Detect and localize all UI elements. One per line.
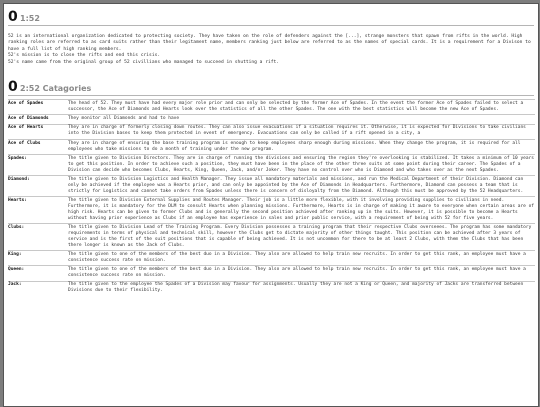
category-description: The head of 52. They must have had every major role prior and can only be selected by the former Ace of Spades. In the event the former Ace of Spades failed to select a successor, the Ace of Diamonds and Hearts look over the statistics of all the other Spades. The one with the best statistics will become the new Ace of Spades. (66, 100, 535, 115)
table-row (8, 124, 535, 139)
table-row (8, 115, 535, 124)
section-2-number: 0 (8, 79, 18, 96)
table-row (8, 176, 535, 197)
category-term: Clubs: (8, 224, 66, 251)
category-description: The title given to one of the members of the best duo in a Division. They also are allowed to help train new recruits. In order to get this rank, an employee must have a consistence success rate on mission. (66, 251, 535, 266)
category-description: The title given to Division Lead of the Training Program. Every Division possesses a training program that their respective Clubs overseees. The program has some mandatory requirements in terms of physical and technical skill, however the Clubs get to dictate majority of other things taught. This position can be achieved after 3 years of service and is the first of the suit positions that is capable of being achieved. It is not uncommon for there to be at least 2 Clubs, with them the Clubs that has been there longer is known as the Jack of Clubs. (66, 224, 535, 251)
category-term: Hearts: (8, 197, 66, 224)
table-row (8, 266, 535, 281)
table-row (8, 154, 535, 175)
category-term: Ace of Spades (8, 100, 66, 115)
table-row (8, 100, 535, 115)
category-description: They are in charge of ensuring the base training program is enough to keep employees sharp enough during missions. When they change the program, it is required for all employees who take missions to do a month of training under the new program. (66, 139, 535, 154)
category-term: King: (8, 251, 66, 266)
category-description: The title given to Division Directors. They are in charge of running the divisions and ensuring the region they're overlooking is stabilized. It takes a minimum of 10 years to get this position. In order to achieve such a position, they must have been in the place of the other three suits at some point during their career. The Spades of a Division can decide who becomes Clubs, Hearts, King, Queen, Jack, and/or Joker. They have no control over who is Diamond and who takes over as the next Spades. (66, 154, 535, 175)
section-2-header (8, 78, 534, 96)
section-1-title: 1:52 (20, 14, 40, 23)
section-2-title: 2:52 Catagories (20, 84, 92, 94)
table-row (8, 224, 535, 251)
intro-paragraph: 52 is an international organization dedicated to protecting society. They have taken on the role of defenders against the [...], strange monsters that spawn from rifts in the world. High ranking roles are referred to as card suits rather than their legitament name, members ranking just below are referred to as the names of special cards. It is a requirement for a Divison to have a full list of high ranking members. (8, 34, 531, 52)
table-row (8, 281, 535, 296)
name-origin-line: 52's name came from the original group of 52 civillians who managed to succeed in shutting a rift. (8, 59, 280, 65)
category-description: The title given to Division External Supplies and Routes Manager. Their job is a little more flexible, with it involving providing supplies to civilians in need. Furthermore, it is mandatory for the DLM to consult Hearts when planning missions. Furthermore, Hearts is in charge of making it aware to everyone when certain areas are of high risk. Hearts can be given to former Clubs and is generally the second position achieved after ranking up in the suits. However, it is possible to become a Hearts without having prior experience as Clubs if an employee has experience in sales and prior public service, with a requirement of being with 52 for five years. (66, 197, 535, 224)
category-description: They are in charge of formerly closing down routes. They can also issue evacuations if a situation requires it. Otherwise, it is expected for Divisions to take civilians into the Division bases to keep them protected in event of emergency. Evacuations can only be called if a rift opened in a city, a (66, 124, 535, 139)
category-description: The title given to the employee the Spades of a Division may favour for assignments. Usually they are not a King or Queen, and majority of Jacks are transferred between Divisions due to their flexibility. (66, 281, 535, 296)
section-1-number: 0 (8, 9, 18, 25)
category-description: The title given to one of the members of the best duo in a Division. They also are allowed to help train new recruits. In order to get this rank, an employee must have a consistence success rate on mission. (66, 266, 535, 281)
category-term: Ace of Clubs (8, 139, 66, 154)
category-term: Queen: (8, 266, 66, 281)
category-term: Jack: (8, 281, 66, 296)
table-row (8, 139, 535, 154)
document-page (3, 3, 539, 407)
section-1-header (8, 8, 534, 26)
section-1-body (8, 34, 534, 66)
table-row (8, 251, 535, 266)
category-term: Ace of Diamonds (8, 115, 66, 124)
category-description: The title given to Division Logistics and Health Manager. They issue all mandatory materials and missions, and run the Medical Department of their Division. Diamond can only be achieved if the employee was a Hearts prior, and can only be appointed by the Ace of Diamonds in Headquarters. Furthermore, Diamond can possess a team that is strictly for Logistics and cannot take orders from Spades unless there is concern of disloyalty from the Diamond. Although this must be approved by the 52 Headquarters. (66, 176, 535, 197)
mission-line: 52's mission is to close the rifts and end this crisis. (8, 53, 161, 59)
category-description: They monitor all Diamonds and had to have (66, 115, 535, 124)
category-term: Diamond: (8, 176, 66, 197)
category-term: Spades: (8, 154, 66, 175)
table-row (8, 197, 535, 224)
categories-table (8, 99, 535, 296)
category-term: Ace of Hearts (8, 124, 66, 139)
document-content (8, 8, 534, 296)
